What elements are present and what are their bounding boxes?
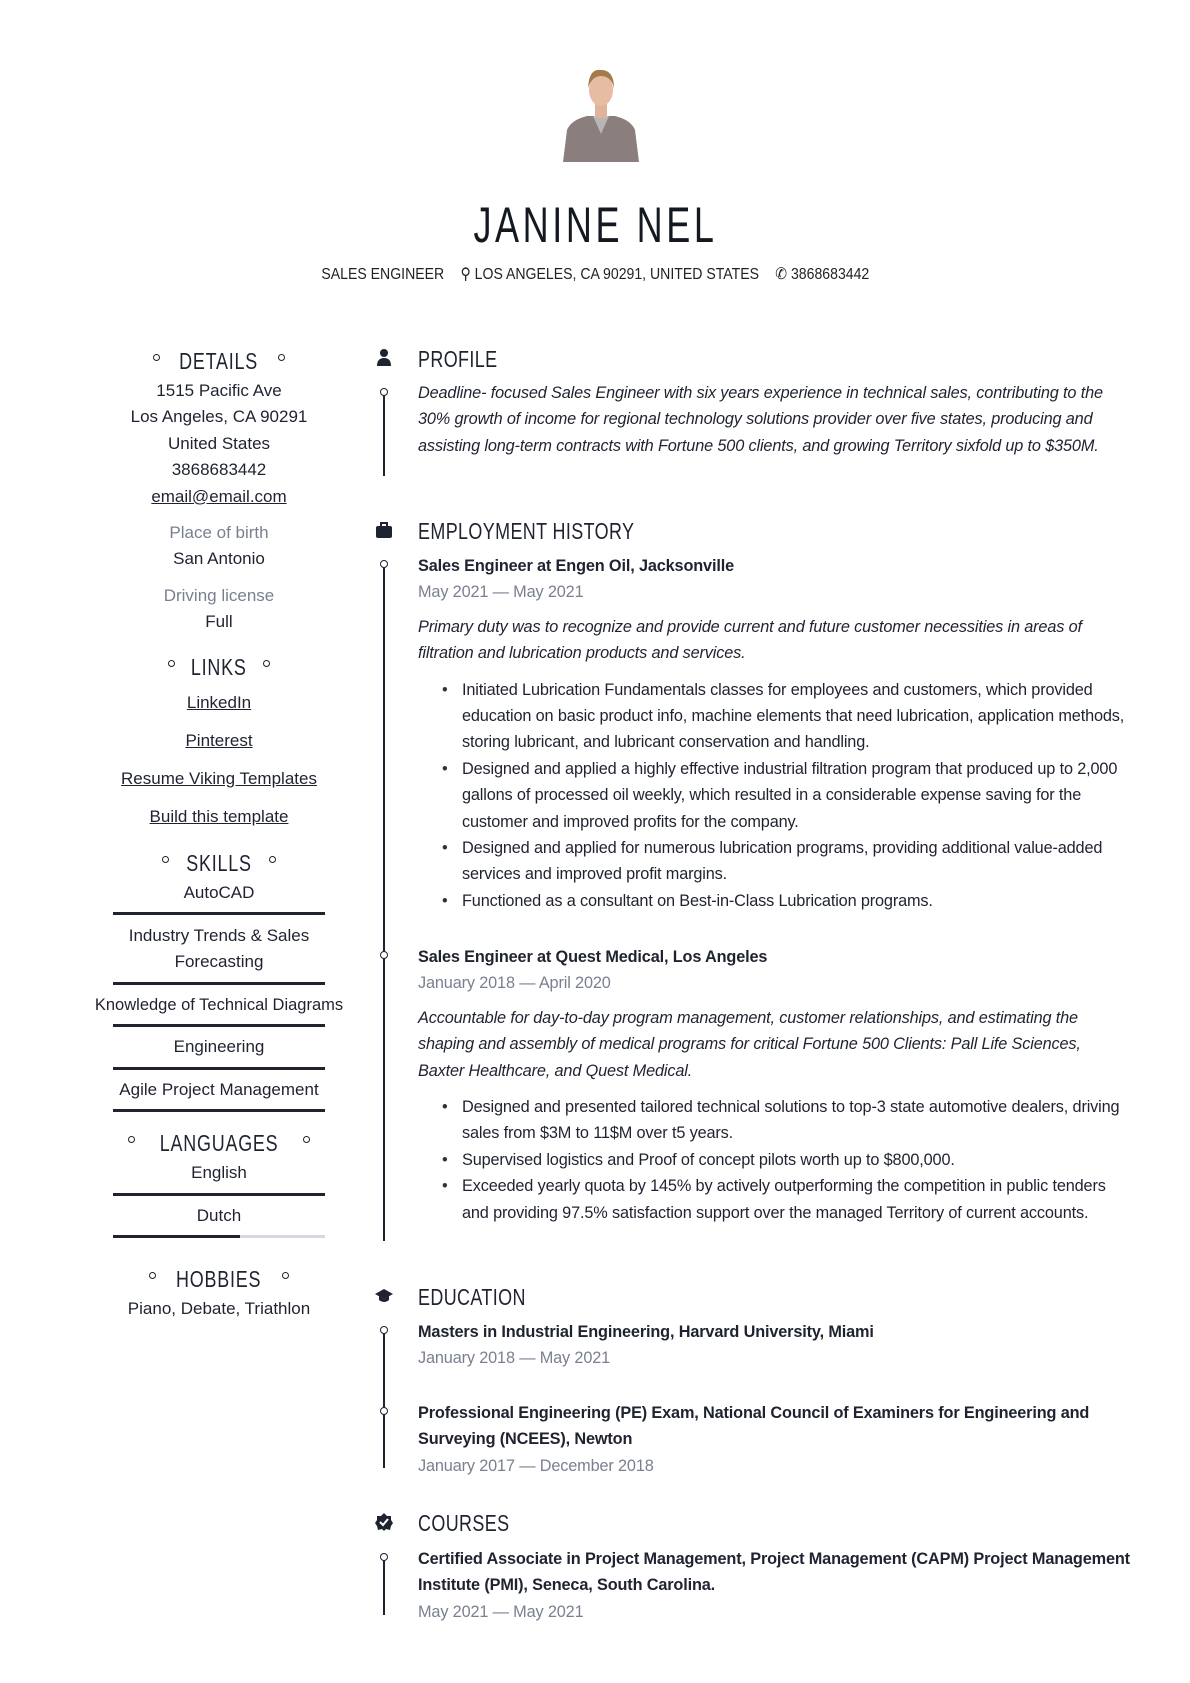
candidate-name: JANINE NEL <box>472 197 718 253</box>
briefcase-icon <box>374 520 394 540</box>
link-build-template[interactable]: Build this template <box>149 806 289 826</box>
hobbies-text: Piano, Debate, Triathlon <box>127 1298 311 1318</box>
header-contact-line <box>0 264 1190 284</box>
skill-item: Engineering <box>80 1034 358 1069</box>
job-dates: May 2021 — May 2021 <box>418 583 584 602</box>
skill-item: Agile Project Management <box>80 1077 358 1112</box>
language-level-bar <box>113 1193 325 1196</box>
timeline-node <box>380 1553 388 1561</box>
hobbies-heading: HOBBIES <box>80 1262 358 1296</box>
link-pinterest[interactable]: Pinterest <box>185 730 253 750</box>
education-dates: January 2018 — May 2021 <box>418 1349 611 1368</box>
course-entry <box>418 1546 1130 1625</box>
language-item: English <box>80 1160 358 1195</box>
bullet-item: • Designed and applied a highly effective industrial filtration program that produced up to 2,000 gallons of processed oil weekly, which resulted in a considerable expense saving for the customer and improved profits for the company. <box>462 756 1130 835</box>
skill-level-bar <box>113 912 325 915</box>
links-heading: LINKS <box>80 650 358 684</box>
job-title: Sales Engineer at Quest Medical, Los Angeles <box>418 948 768 966</box>
job-bullets <box>418 677 1130 915</box>
timeline-node <box>380 388 388 396</box>
education-title: Professional Engineering (PE) Exam, National Council of Examiners for Engineering and Surveying (NCEES), Newton <box>418 1404 1090 1449</box>
license-label: Driving license <box>163 585 275 605</box>
job-summary: Primary duty was to recognize and provide current and future customer necessities in areas of filtration and lubrication products and services. <box>418 617 1082 663</box>
bullet-item: • Initiated Lubrication Fundamentals classes for employees and customers, which provided education on basic product info, machine elements that need lubrication, application methods, storing lubricant, and lubricant conservation and handling. <box>462 677 1130 756</box>
location: LOS ANGELES, CA 90291, UNITED STATES <box>474 266 759 283</box>
skill-level-bar <box>113 1067 325 1070</box>
profile-text: Deadline- focused Sales Engineer with six years experience in technical sales, contributing to the 30% growth of income for regional technology solutions provider over five states, producing and assisting long-term contracts with Fortune 500 clients, and growing Territory sixfold up to $350M. <box>418 384 1103 455</box>
license-value: Full <box>205 612 233 632</box>
bullet-item: • Designed and applied for numerous lubrication programs, providing additional value-added services and improved profit margins. <box>462 835 1130 888</box>
courses-heading: COURSES <box>418 1510 510 1536</box>
address-line: 1515 Pacific Ave <box>156 381 282 400</box>
bullet-item: • Exceeded yearly quota by 145% by actively outperforming the competition in public tenders and providing 97.5% satisfaction support over the managed Territory of current accounts. <box>462 1173 1130 1226</box>
bullet-item: • Designed and presented tailored technical solutions to top-3 state automotive dealers, driving sales from $3M to 11$M over t5 years. <box>462 1094 1130 1147</box>
certificate-badge-icon <box>374 1512 394 1532</box>
skill-level-bar <box>113 1109 325 1112</box>
job-entry <box>418 944 1130 1226</box>
job-entry <box>418 553 1130 914</box>
phone-icon: ✆ <box>774 266 787 283</box>
details-phone: 3868683442 <box>171 460 267 480</box>
job-summary: Accountable for day-to-day program management, customer relationships, and estimating the shaping and assembly of medical programs for critical Fortune 500 Clients: Pall Life Sciences, Baxter Healthcare, and Quest Medical. <box>418 1008 1081 1080</box>
skill-item: AutoCAD <box>80 880 358 915</box>
timeline-node <box>380 560 388 568</box>
email-link[interactable]: email@email.com <box>151 486 287 506</box>
job-dates: January 2018 — April 2020 <box>418 974 611 993</box>
skill-level-bar <box>113 1024 325 1027</box>
education-dates: January 2017 — December 2018 <box>418 1456 654 1475</box>
graduation-cap-icon <box>374 1286 394 1306</box>
skill-item: Knowledge of Technical Diagrams <box>80 992 358 1027</box>
bullet-item: • Functioned as a consultant on Best-in-Class Lubrication programs. <box>462 888 1130 914</box>
education-entry <box>418 1319 1130 1372</box>
job-title: Sales Engineer at Engen Oil, Jacksonville <box>418 557 734 575</box>
bullet-item: • Supervised logistics and Proof of concept pilots worth up to $800,000. <box>462 1147 1130 1173</box>
language-level-bar <box>113 1235 325 1238</box>
address-line: United States <box>167 433 271 453</box>
languages-heading: LANGUAGES <box>80 1126 358 1160</box>
person-icon <box>374 348 394 368</box>
timeline-node <box>380 1407 388 1415</box>
job-bullets <box>418 1094 1130 1226</box>
location-pin-icon: ⚲ <box>460 266 471 283</box>
employment-heading: EMPLOYMENT HISTORY <box>418 518 635 544</box>
link-resume-viking[interactable]: Resume Viking Templates <box>121 768 317 788</box>
skill-level-bar <box>113 982 325 985</box>
profile-photo <box>559 64 643 162</box>
profile-heading: PROFILE <box>418 346 498 372</box>
timeline-node <box>380 951 388 959</box>
education-heading: EDUCATION <box>418 1284 526 1310</box>
education-title: Masters in Industrial Engineering, Harvard University, Miami <box>418 1323 874 1341</box>
link-linkedin[interactable]: LinkedIn <box>186 692 252 712</box>
birth-value: San Antonio <box>173 549 265 569</box>
education-entry <box>418 1400 1130 1479</box>
timeline-node <box>380 1326 388 1334</box>
sidebar <box>80 344 358 1322</box>
address-line: Los Angeles, CA 90291 <box>130 407 308 427</box>
skills-heading: SKILLS <box>80 846 358 880</box>
course-title: Certified Associate in Project Management, Project Management (CAPM) Project Management Institute (PMI), Seneca, South Carolina. <box>418 1550 1130 1595</box>
phone: 3868683442 <box>790 266 869 283</box>
course-dates: May 2021 — May 2021 <box>418 1602 584 1621</box>
job-title: SALES ENGINEER <box>321 266 444 283</box>
skill-item: Industry Trends & Sales Forecasting <box>80 922 358 985</box>
birth-label: Place of birth <box>169 523 269 543</box>
language-item: Dutch <box>80 1203 358 1238</box>
details-heading: DETAILS <box>80 344 358 378</box>
